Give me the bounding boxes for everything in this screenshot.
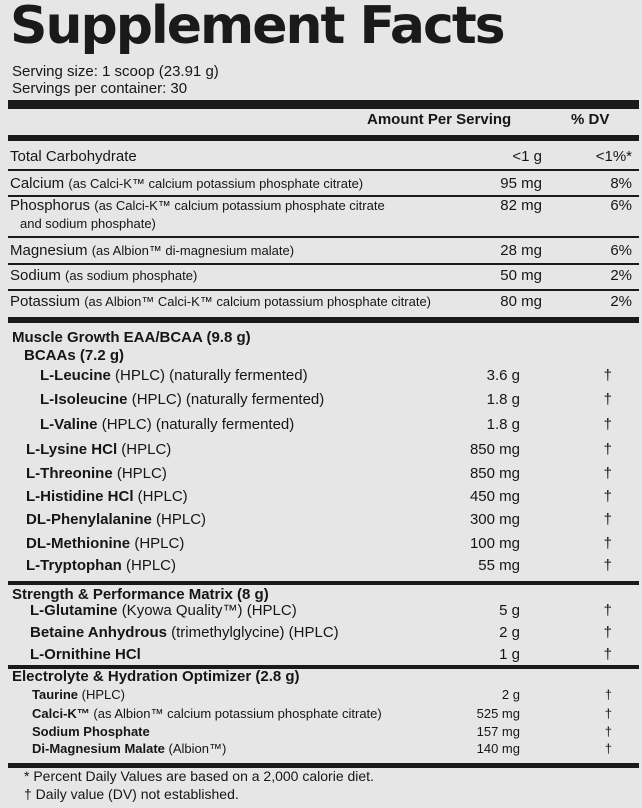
- nutrient-dv: 6%: [610, 242, 632, 259]
- nutrient-amount: 80 mg: [500, 293, 542, 310]
- nutrient-amount: 82 mg: [500, 197, 542, 214]
- dv-header: % DV: [571, 111, 610, 128]
- ingredient-amount: 2 g: [499, 624, 520, 641]
- nutrient-name: Sodium (as sodium phosphate): [10, 267, 198, 284]
- ingredient-amount: 525 mg: [476, 706, 520, 721]
- ingredient-dv: †: [603, 391, 612, 408]
- ingredient-amount: 1.8 g: [486, 391, 520, 408]
- row-divider: [8, 289, 639, 291]
- ingredient-name: L-Glutamine (Kyowa Quality™) (HPLC): [30, 602, 297, 619]
- ingredient-amount: 850 mg: [469, 441, 520, 458]
- nutrient-amount: <1 g: [512, 148, 542, 165]
- servings-per-container: Servings per container: 30: [12, 80, 188, 97]
- nutrient-name: Phosphorus (as Calci-K™ calcium potassium phosphate citrate: [10, 197, 385, 214]
- nutrient-name: Total Carbohydrate: [10, 148, 137, 165]
- ingredient-name: DL-Methionine (HPLC): [26, 535, 185, 552]
- ingredient-name: Betaine Anhydrous (trimethylglycine) (HPLC): [30, 624, 339, 641]
- ingredient-name: L-Tryptophan (HPLC): [26, 557, 177, 574]
- footnote-percent-dv: * Percent Daily Values are based on a 2,000 calorie diet.: [24, 768, 374, 784]
- nutrient-dv: <1%*: [595, 148, 632, 165]
- ingredient-amount: 300 mg: [469, 511, 520, 528]
- nutrient-sub-continued: and sodium phosphate): [20, 216, 156, 231]
- ingredient-name: Sodium Phosphate: [32, 724, 150, 739]
- ingredient-dv: †: [603, 646, 612, 663]
- amount-per-serving-header: Amount Per Serving: [367, 111, 512, 128]
- ingredient-amount: 1.8 g: [486, 416, 520, 433]
- nutrient-name: Potassium (as Albion™ Calci-K™ calcium potassium phosphate citrate): [10, 293, 432, 310]
- ingredient-dv: †: [603, 367, 612, 384]
- ingredient-dv: †: [603, 488, 612, 505]
- ingredient-name: L-Lysine HCl (HPLC): [26, 441, 172, 458]
- ingredient-name: Calci-K™ (as Albion™ calcium potassium phosphate citrate): [32, 706, 382, 721]
- ingredient-amount: 2 g: [501, 687, 520, 702]
- ingredient-name: Taurine (HPLC): [32, 687, 125, 702]
- nutrient-dv: 2%: [610, 293, 632, 310]
- ingredient-name: L-Valine (HPLC) (naturally fermented): [40, 416, 295, 433]
- nutrient-dv: 8%: [610, 175, 632, 192]
- ingredient-dv: †: [604, 706, 612, 721]
- row-divider: [8, 236, 639, 238]
- nutrient-name: Magnesium (as Albion™ di-magnesium malate): [10, 242, 295, 259]
- ingredient-amount: 1 g: [499, 646, 520, 663]
- ingredient-dv: †: [603, 535, 612, 552]
- ingredient-dv: †: [603, 416, 612, 433]
- nutrient-amount: 28 mg: [500, 242, 542, 259]
- nutrient-dv: 2%: [610, 267, 632, 284]
- footnote-dv-not-established: † Daily value (DV) not established.: [24, 786, 239, 802]
- serving-size: Serving size: 1 scoop (23.91 g): [12, 63, 219, 80]
- thick-divider: [8, 100, 639, 109]
- nutrient-dv: 6%: [610, 197, 632, 214]
- ingredient-dv: †: [603, 511, 612, 528]
- nutrient-amount: 95 mg: [500, 175, 542, 192]
- ingredient-dv: †: [604, 741, 612, 756]
- section-electrolyte: Electrolyte & Hydration Optimizer (2.8 g): [12, 668, 300, 685]
- header-divider: [8, 135, 639, 141]
- ingredient-name: L-Ornithine HCl: [30, 646, 141, 663]
- ingredient-dv: †: [603, 602, 612, 619]
- nutrient-name: Calcium (as Calci-K™ calcium potassium phosphate citrate): [10, 175, 364, 192]
- ingredient-name: DL-Phenylalanine (HPLC): [26, 511, 207, 528]
- ingredient-name: Di-Magnesium Malate (Albion™): [32, 741, 227, 756]
- ingredient-amount: 3.6 g: [486, 367, 520, 384]
- ingredient-amount: 450 mg: [469, 488, 520, 505]
- ingredient-amount: 55 mg: [478, 557, 520, 574]
- ingredient-amount: 140 mg: [476, 741, 520, 756]
- ingredient-name: L-Threonine (HPLC): [26, 465, 167, 482]
- ingredient-dv: †: [603, 624, 612, 641]
- row-divider: [8, 169, 639, 171]
- ingredient-name: L-Leucine (HPLC) (naturally fermented): [40, 367, 308, 384]
- ingredient-amount: 100 mg: [469, 535, 520, 552]
- ingredient-dv: †: [603, 441, 612, 458]
- subsection-bcaas: BCAAs (7.2 g): [24, 347, 125, 364]
- nutrient-amount: 50 mg: [500, 267, 542, 284]
- ingredient-dv: †: [604, 724, 612, 739]
- ingredient-amount: 157 mg: [476, 724, 520, 739]
- ingredient-dv: †: [603, 465, 612, 482]
- row-divider: [8, 263, 639, 265]
- panel-title: Supplement Facts: [10, 0, 504, 56]
- section-divider: [8, 317, 639, 323]
- section-strength: Strength & Performance Matrix (8 g): [12, 586, 269, 603]
- ingredient-amount: 850 mg: [469, 465, 520, 482]
- section-muscle-growth: Muscle Growth EAA/BCAA (9.8 g): [12, 329, 251, 346]
- ingredient-name: L-Isoleucine (HPLC) (naturally fermented): [40, 391, 325, 408]
- section-divider: [8, 581, 639, 585]
- ingredient-dv: †: [604, 687, 612, 702]
- ingredient-amount: 5 g: [499, 602, 520, 619]
- ingredient-dv: †: [603, 557, 612, 574]
- ingredient-name: L-Histidine HCl (HPLC): [26, 488, 188, 505]
